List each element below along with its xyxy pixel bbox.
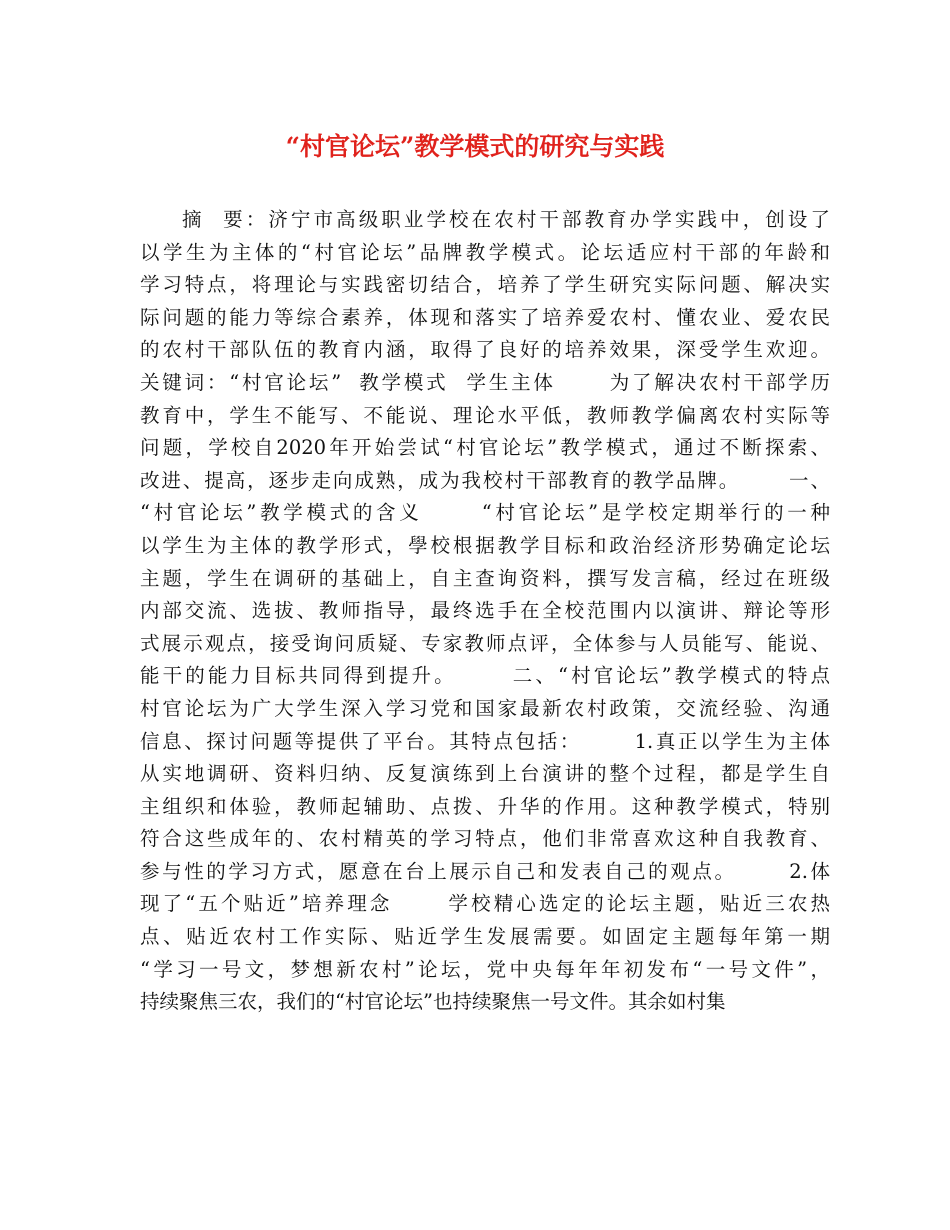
body-line: 符合这些成年的、农村精英的学习特点，他们非常喜欢这种自我教育、 <box>140 827 830 851</box>
body-line: 内部交流、选拔、教师指导，最终选手在全校范围内以演讲、辩论等形 <box>140 599 830 623</box>
body-line: 的农村干部队伍的教育内涵，取得了良好的培养效果，深受学生欢迎。 <box>140 338 830 362</box>
body-line: 学习特点，将理论与实践密切结合，培养了学生研究实际问题、解决实 <box>140 273 830 297</box>
body-line: 主题，学生在调研的基础上，自主查询资料，撰写发言稿，经过在班级 <box>140 566 830 590</box>
page-title: “村官论坛”教学模式的研究与实践 <box>285 132 665 161</box>
body-line: 持续聚焦三农，我们的“村官论坛”也持续聚焦一号文件。其余如村集 <box>140 990 726 1014</box>
body-line: 以学生为主体的“村官论坛”品牌教学模式。论坛适应村干部的年龄和 <box>140 240 830 264</box>
body-line: 村官论坛为广大学生深入学习党和国家最新农村政策，交流经验、沟通 <box>140 696 830 720</box>
body-line: “村官论坛”教学模式的含义 “村官论坛”是学校定期举行的一种 <box>140 501 830 525</box>
body-line: 教育中，学生不能写、不能说、理论水平低，教师教学偏离农村实际等 <box>140 403 830 427</box>
body-line: 能干的能力目标共同得到提升。 二、“村官论坛”教学模式的特点 <box>140 664 830 688</box>
body-line: 式展示观点，接受询问质疑、专家教师点评，全体参与人员能写、能说、 <box>140 631 830 655</box>
body-line: 关键词：“村官论坛” 教学模式 学生主体 为了解决农村干部学历 <box>140 370 830 394</box>
body-line: 信息、探讨问题等提供了平台。其特点包括： 1.真正以学生为主体 <box>140 729 830 753</box>
body-line: 问题，学校自2020年开始尝试“村官论坛”教学模式，通过不断探索、 <box>140 436 830 460</box>
body-line: 现了“五个贴近”培养理念 学校精心选定的论坛主题，贴近三农热 <box>140 892 830 916</box>
body-line: 际问题的能力等综合素养，体现和落实了培养爱农村、懂农业、爱农民 <box>140 305 830 329</box>
body-line: 从实地调研、资料归纳、反复演练到上台演讲的整个过程，都是学生自 <box>140 762 830 786</box>
body-line: 改进、提高，逐步走向成熟，成为我校村干部教育的教学品牌。 一、 <box>140 468 830 492</box>
body-line: 参与性的学习方式，愿意在台上展示自己和发表自己的观点。 2.体 <box>140 859 830 883</box>
article-body <box>140 204 830 1019</box>
body-line: 主组织和体验，教师起辅助、点拨、升华的作用。这种教学模式，特别 <box>140 794 830 818</box>
body-line: 点、贴近农村工作实际、贴近学生发展需要。如固定主题每年第一期 <box>140 925 830 949</box>
body-line: “学习一号文，梦想新农村”论坛，党中央每年年初发布“一号文件”， <box>140 957 830 981</box>
body-line: 以学生为主体的教学形式，學校根据教学目标和政治经济形势确定论坛 <box>140 533 830 557</box>
body-line: 摘 要：济宁市高级职业学校在农村干部教育办学实践中，创设了 <box>182 208 830 231</box>
